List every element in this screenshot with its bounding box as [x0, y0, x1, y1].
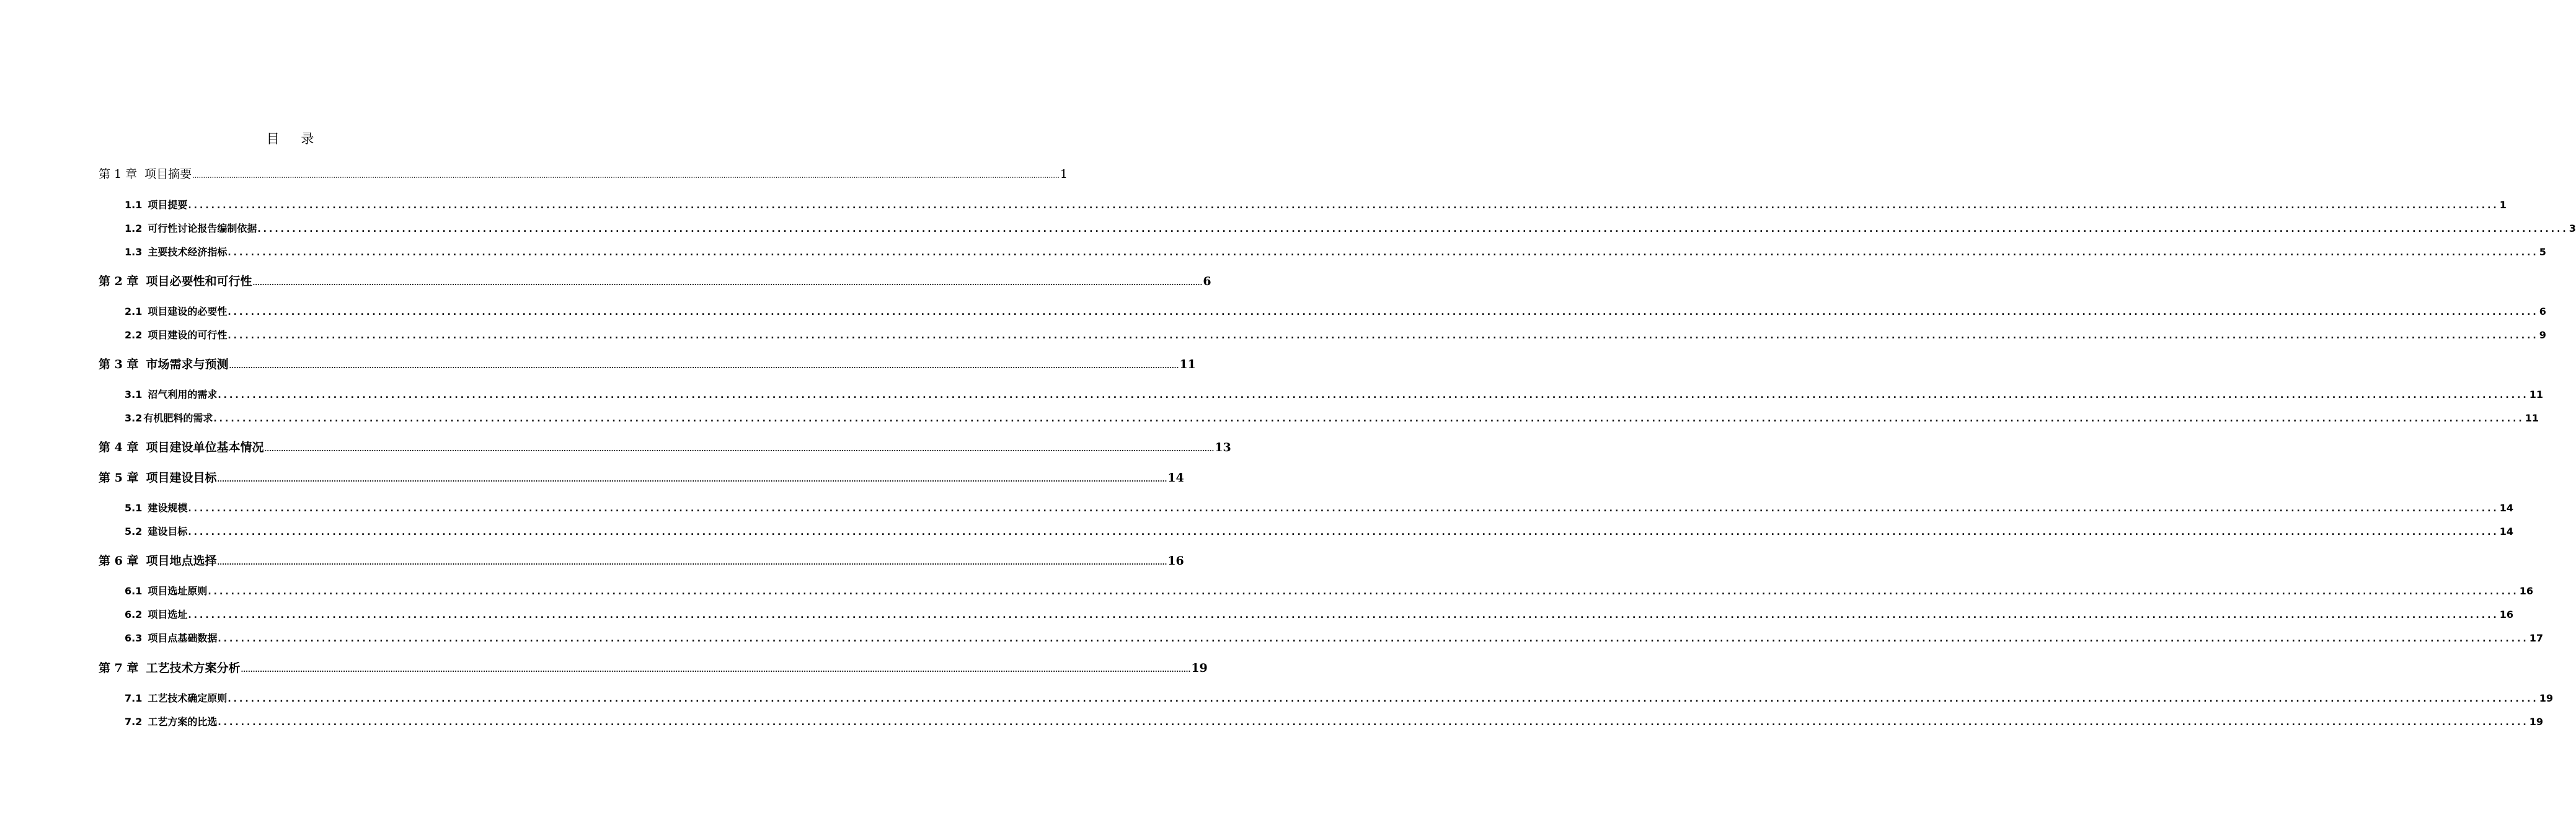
toc-title: 目 录 — [266, 131, 323, 146]
entry-page: 6 — [1203, 275, 1211, 288]
entry-title: 项目建设单位基本情况 — [146, 441, 264, 454]
toc-entry-section-1-2[interactable] — [125, 221, 2576, 235]
entry-title: 项目摘要 — [144, 167, 192, 181]
toc-entry-chapter-1[interactable] — [99, 165, 1068, 182]
entry-page: 13 — [1215, 441, 1231, 454]
toc-entry-section-7-1[interactable] — [125, 690, 2553, 705]
toc-entry-chapter-7[interactable] — [99, 659, 1208, 676]
entry-title: 建设目标 — [148, 526, 188, 537]
entry-number: 2.1 — [125, 306, 143, 317]
dot-leader: ................................................................................................................................................................................................................................................................................................................................................................................................................ — [188, 610, 2499, 620]
entry-title: 沼气利用的需求 — [148, 389, 218, 400]
entry-title: 项目建设目标 — [146, 471, 217, 485]
dot-leader: ................................................................................................................................................................................................................................................................................................................................................................................................................ — [218, 634, 2529, 644]
entry-title: 项目地点选择 — [146, 554, 217, 568]
dot-leader: ................................................................................................................................................................................................................................................................................................................................................................................................................ — [218, 390, 2529, 400]
entry-number: 5.1 — [125, 502, 143, 514]
dot-leader: ................................................................................................................................................................................................................................................................................................................................................................................................................ — [264, 445, 1215, 453]
dot-leader: ................................................................................................................................................................................................................................................................................................................................................................................................................ — [218, 718, 2529, 728]
entry-title: 项目建设的必要性 — [148, 306, 228, 317]
entry-title: 建设规模 — [148, 502, 188, 514]
entry-title: 市场需求与预测 — [146, 358, 229, 371]
entry-page: 16 — [2519, 585, 2533, 597]
toc-entry-section-5-1[interactable] — [125, 500, 2513, 514]
entry-number: 第 1 章 — [99, 167, 138, 181]
entry-number: 第 5 章 — [99, 471, 139, 485]
toc-entry-chapter-4[interactable] — [99, 438, 1231, 455]
entry-page: 1 — [2499, 199, 2507, 211]
entry-number: 第 2 章 — [99, 275, 139, 288]
entry-page: 5 — [2539, 246, 2546, 258]
entry-number: 第 6 章 — [99, 554, 139, 568]
entry-title: 项目选址原则 — [148, 585, 208, 597]
toc-entry-section-5-2[interactable] — [125, 524, 2513, 538]
entry-title: 项目必要性和可行性 — [146, 275, 252, 288]
dot-leader: ................................................................................................................................................................................................................................................................................................................................................................................................................ — [257, 224, 2569, 234]
entry-number: 5.2 — [125, 526, 143, 537]
dot-leader: ................................................................................................................................................................................................................................................................................................................................................................................................................ — [188, 527, 2499, 537]
entry-number: 第 3 章 — [99, 358, 139, 371]
entry-page: 11 — [2525, 412, 2539, 424]
entry-page: 16 — [2499, 609, 2513, 620]
entry-title: 主要技术经济指标 — [148, 246, 228, 258]
entry-number: 第 4 章 — [99, 441, 139, 454]
toc-entry-section-2-2[interactable] — [125, 327, 2546, 342]
dot-leader: ................................................................................................................................................................................................................................................................................................................................................................................................................ — [241, 666, 1191, 674]
entry-title: 项目点基础数据 — [148, 632, 218, 644]
entry-title: 有机肥料的需求 — [143, 412, 213, 424]
entry-number: 6.2 — [125, 609, 143, 620]
dot-leader: ................................................................................................................................................................................................................................................................................................................................................................................................................ — [228, 307, 2539, 317]
dot-leader: ................................................................................................................................................................................................................................................................................................................................................................................................................ — [228, 248, 2539, 258]
entry-title: 项目选址 — [148, 609, 188, 620]
entry-number: 6.1 — [125, 585, 143, 597]
entry-page: 14 — [2499, 526, 2513, 537]
entry-title: 工艺技术方案分析 — [146, 661, 241, 675]
dot-leader: ................................................................................................................................................................................................................................................................................................................................................................................................................ — [252, 279, 1203, 287]
dot-leader: ................................................................................................................................................................................................................................................................................................................................................................................................................ — [217, 475, 1167, 483]
toc-entry-section-1-3[interactable] — [125, 244, 2546, 258]
entry-title: 项目提要 — [148, 199, 188, 211]
entry-number: 1.2 — [125, 223, 143, 234]
entry-page: 11 — [2529, 389, 2543, 400]
entry-page: 19 — [2539, 692, 2553, 704]
entry-page: 3 — [2569, 223, 2576, 234]
entry-page: 1 — [1060, 167, 1068, 181]
toc-entry-chapter-6[interactable] — [99, 552, 1184, 568]
toc-entry-section-2-1[interactable] — [125, 304, 2546, 318]
dot-leader: ................................................................................................................................................................................................................................................................................................................................................................................................................ — [217, 558, 1167, 566]
entry-number: 6.3 — [125, 632, 143, 644]
entry-number: 7.1 — [125, 692, 143, 704]
toc-entry-section-6-2[interactable] — [125, 607, 2513, 621]
entry-page: 17 — [2529, 632, 2543, 644]
toc-entry-section-6-3[interactable] — [125, 630, 2543, 645]
entry-page: 11 — [1179, 358, 1196, 371]
toc-entry-section-1-1[interactable] — [125, 197, 2507, 211]
dot-leader: ................................................................................................................................................................................................................................................................................................................................................................................................................ — [213, 414, 2525, 424]
entry-number: 1.3 — [125, 246, 143, 258]
entry-title: 项目建设的可行性 — [148, 329, 228, 341]
toc-entry-chapter-3[interactable] — [99, 355, 1196, 372]
dot-leader: ................................................................................................................................................................................................................................................................................................................................................................................................................ — [228, 694, 2539, 704]
entry-page: 14 — [2499, 502, 2513, 514]
entry-number: 3.1 — [125, 389, 143, 400]
dot-leader: ................................................................................................................................................................................................................................................................................................................................................................................................................ — [188, 201, 2499, 211]
toc-entry-section-3-1[interactable] — [125, 387, 2543, 401]
dot-leader: ................................................................................................................................................................................................................................................................................................................................................................................................................ — [229, 362, 1179, 370]
entry-title: 工艺技术确定原则 — [148, 692, 228, 704]
entry-number: 7.2 — [125, 716, 143, 728]
toc-entry-section-7-2[interactable] — [125, 714, 2543, 728]
entry-page: 6 — [2539, 306, 2546, 317]
entry-page: 19 — [2529, 716, 2543, 728]
dot-leader: ................................................................................................................................................................................................................................................................................................................................................................................................................ — [228, 331, 2539, 341]
entry-page: 9 — [2539, 329, 2546, 341]
entry-page: 19 — [1191, 661, 1208, 675]
entry-title: 工艺方案的比选 — [148, 716, 218, 728]
toc-entry-chapter-2[interactable] — [99, 272, 1211, 289]
entry-title: 可行性讨论报告编制依据 — [148, 223, 257, 234]
entry-number: 2.2 — [125, 329, 143, 341]
entry-page: 14 — [1167, 471, 1184, 485]
entry-number: 3.2 — [125, 412, 143, 424]
dot-leader: ................................................................................................................................................................................................................................................................................................................................................................................................................ — [192, 172, 1060, 180]
toc-entry-section-6-1[interactable] — [125, 583, 2533, 597]
toc-entry-chapter-5[interactable] — [99, 469, 1184, 485]
entry-page: 16 — [1167, 554, 1184, 568]
dot-leader: ................................................................................................................................................................................................................................................................................................................................................................................................................ — [188, 504, 2499, 514]
entry-number: 1.1 — [125, 199, 143, 211]
toc-entry-section-3-2[interactable] — [125, 410, 2539, 425]
dot-leader: ................................................................................................................................................................................................................................................................................................................................................................................................................ — [208, 587, 2519, 597]
entry-number: 第 7 章 — [99, 661, 139, 675]
